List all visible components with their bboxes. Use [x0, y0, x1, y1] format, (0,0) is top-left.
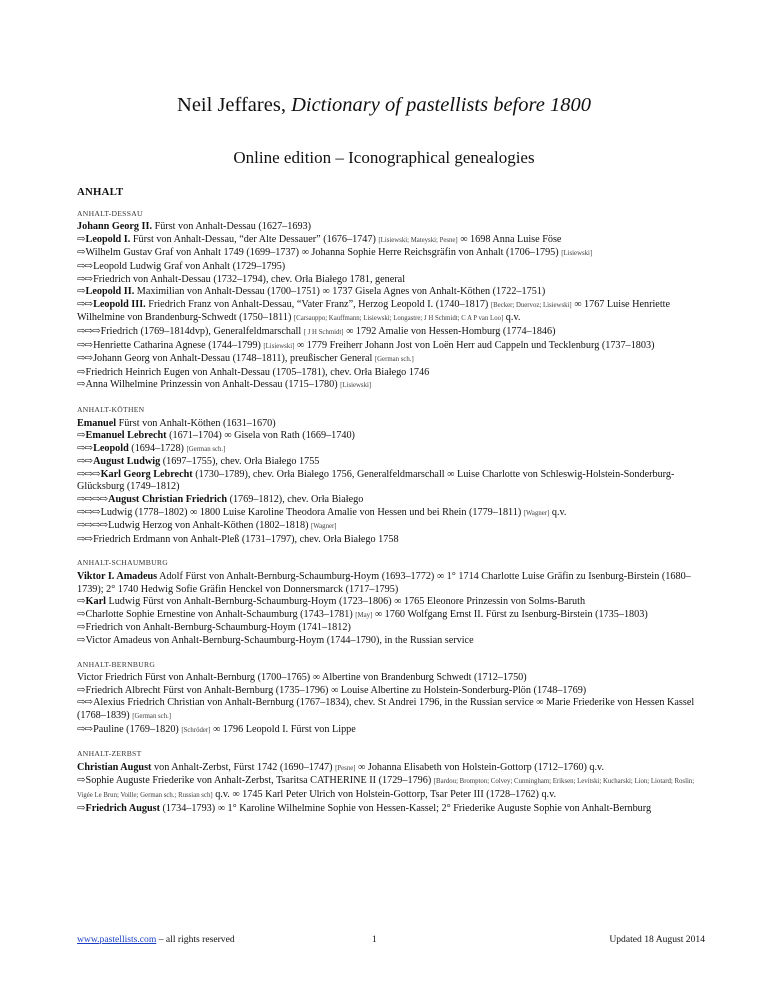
- entry-text-continued: ∞ 1698 Anna Luise Föse: [457, 233, 562, 245]
- entry-text: Johann Georg von Anhalt-Dessau (1748–1811), preußischer General: [93, 353, 375, 365]
- genealogy-entry: [77, 340, 705, 354]
- genealogy-entry: [77, 724, 705, 738]
- entry-text: Victor Amadeus von Anhalt-Bernburg-Schaumburg-Hoym (1744–1790), in the Russian service: [85, 635, 474, 646]
- title-author: Neil Jeffares,: [177, 94, 292, 116]
- pastellist-reference[interactable]: [Pesne]: [335, 764, 356, 772]
- pastellist-reference[interactable]: [May]: [355, 611, 373, 619]
- entry-text: Ludwig Herzog von Anhalt-Köthen (1802–1818): [108, 520, 312, 532]
- entry-text: Friedrich von Anhalt-Dessau (1732–1794), chev. Orła Białego 1781, general: [93, 273, 406, 285]
- descent-arrow-icon: ⇨: [77, 286, 85, 298]
- genealogy-entry: [77, 635, 705, 648]
- descent-arrow-icon: ⇨⇨: [77, 339, 93, 351]
- section-heading: ANHALT-KÖTHEN: [77, 404, 145, 414]
- descent-arrow-icon: ⇨⇨: [77, 273, 93, 285]
- descent-arrow-icon: ⇨: [77, 596, 85, 608]
- descent-arrow-icon: ⇨⇨: [77, 442, 93, 454]
- entry-text: Fürst von Anhalt-Köthen (1631–1670): [116, 417, 276, 429]
- section-heading: ANHALT-ZERBST: [77, 749, 142, 759]
- entry-text: Pauline (1769–1820): [93, 723, 182, 735]
- pastellist-reference[interactable]: [ J H Schmidt]: [303, 328, 344, 336]
- descent-arrow-icon: ⇨⇨: [77, 456, 93, 468]
- pastellist-reference[interactable]: [Lisiewski]: [340, 382, 372, 390]
- genealogy-entry: [77, 353, 705, 367]
- descent-arrow-icon: ⇨: [77, 608, 85, 620]
- section-anhalt-köthen: [77, 404, 705, 547]
- descent-arrow-icon: ⇨⇨: [77, 723, 93, 735]
- pastellist-reference[interactable]: [Carsauppo; Kauffmann; Lisiewski; Longastre; J H Schmidt; C A P van Loo]: [293, 315, 504, 323]
- genealogy-entry: [77, 443, 705, 457]
- genealogy-entry: [77, 494, 705, 507]
- title-work: Dictionary of pastellists before 1800: [291, 94, 591, 116]
- genealogy-entry: [77, 762, 705, 776]
- entry-text: (1730–1789), chev. Orła Białego 1756, Generalfeldmarschall ∞ Luise Charlotte von Schleswig-Holstein-Sonderburg-Glücksburg (1749–1812): [77, 468, 675, 493]
- pastellist-reference[interactable]: [German sch.]: [186, 445, 226, 453]
- genealogy-entry: [77, 286, 705, 299]
- genealogy-entry: [77, 609, 705, 623]
- entry-text: Anna Wilhelmine Prinzessin von Anhalt-Dessau (1715–1780): [85, 379, 341, 391]
- genealogy-entry: [77, 274, 705, 287]
- descent-arrow-icon: ⇨⇨⇨⇨: [77, 494, 108, 506]
- person-name-bold: Leopold: [93, 442, 129, 454]
- footer-rights: – all rights reserved: [156, 934, 235, 945]
- descent-arrow-icon: ⇨: [77, 379, 85, 391]
- section-heading: ANHALT-DESSAU: [77, 208, 143, 218]
- footer-copyright: [77, 934, 235, 945]
- genealogy-entry: [77, 247, 705, 261]
- entry-text: (1734–1793) ∞ 1° Karoline Wilhelmine Sophie von Hessen-Kassel; 2° Friederike Auguste Sophie von Anhalt-Bernburg: [159, 802, 652, 814]
- entry-text-continued: ∞ 1767 Luise Henriette Wilhelmine von Brandenburg-Schwedt (1750–1811): [77, 298, 671, 324]
- person-name-bold: Leopold I.: [85, 233, 131, 245]
- genealogy-entry: [77, 261, 705, 274]
- entry-text-continued: ∞ 1792 Amalie von Hessen-Homburg (1774–1846): [343, 325, 556, 337]
- genealogy-entry: [77, 326, 705, 340]
- entry-text-continued: q.v. ∞ 1745 Karl Peter Ulrich von Holstein-Gottorp, Tsar Peter III (1728–1762) q.v.: [212, 788, 557, 800]
- page-title: [0, 94, 768, 117]
- sections-container: [77, 208, 705, 816]
- descent-arrow-icon: ⇨: [77, 247, 85, 259]
- pastellist-reference[interactable]: [Bardou; Brompton; Colvey; Cunningham; Eriksen; Levitski; Kucharski; Lion; Liotard; Roslin; Vigée Le Brun; Voille; German sch.; Russian sch]: [77, 778, 695, 799]
- entry-text: Victor Friedrich Fürst von Anhalt-Bernburg (1700–1765) ∞ Albertine von Brandenburg Schwedt (1712–1750): [77, 672, 527, 684]
- genealogy-entry: [77, 469, 705, 494]
- descent-arrow-icon: ⇨⇨⇨: [77, 325, 100, 337]
- entry-text: Wilhelm Gustav Graf von Anhalt 1749 (1699–1737) ∞ Johanna Sophie Herre Reichsgräfin von Anhalt (1706–1795): [85, 247, 562, 259]
- descent-arrow-icon: ⇨⇨: [77, 260, 93, 272]
- entry-text: (1694–1728): [128, 442, 187, 454]
- pastellist-reference[interactable]: [Lisiewski]: [561, 250, 593, 258]
- person-name-bold: Viktor I. Amadeus: [77, 571, 158, 583]
- entry-text: Friedrich Erdmann von Anhalt-Pleß (1731–1797), chev. Orła Białego 1758: [93, 533, 399, 545]
- descent-arrow-icon: ⇨⇨⇨: [77, 506, 100, 518]
- entry-text: Friedrich (1769–1814dvp), Generalfeldmarschall: [100, 325, 304, 337]
- entry-text: Charlotte Sophie Ernestine von Anhalt-Schaumburg (1743–1781): [85, 608, 356, 620]
- descent-arrow-icon: ⇨: [77, 366, 85, 378]
- descent-arrow-icon: ⇨⇨: [77, 353, 93, 365]
- entry-text: (1671–1704) ∞ Gisela von Rath (1669–1740): [166, 430, 355, 442]
- entry-text: Fürst von Anhalt-Dessau (1627–1693): [152, 221, 312, 233]
- entry-text: (1769–1812), chev. Orła Białego: [227, 494, 364, 506]
- pastellist-reference[interactable]: [Becker; Duervoz; Lisiewski]: [490, 301, 572, 309]
- descent-arrow-icon: ⇨: [77, 802, 85, 814]
- main-heading: ANHALT: [77, 186, 124, 198]
- entry-text-continued: ∞ 1760 Wolfgang Ernst II. Fürst zu Isenburg-Birstein (1735–1803): [372, 608, 648, 620]
- section-heading: ANHALT-BERNBURG: [77, 659, 156, 669]
- footer-site-link[interactable]: www.pastellists.com: [77, 934, 157, 945]
- entry-text: Friedrich von Anhalt-Bernburg-Schaumburg-Hoym (1741–1812): [85, 622, 351, 634]
- genealogy-entry: [77, 379, 705, 393]
- section-anhalt-schaumburg: [77, 557, 705, 647]
- footer-page-number: 1: [372, 934, 377, 945]
- descent-arrow-icon: ⇨: [77, 775, 85, 787]
- genealogy-entry: [77, 367, 705, 380]
- pastellist-reference[interactable]: [German sch.]: [374, 356, 414, 364]
- genealogy-entry: [77, 596, 705, 609]
- section-anhalt-bernburg: [77, 659, 705, 738]
- entry-text: Maximilian von Anhalt-Dessau (1700–1751) ∞ 1737 Gisela Agnes von Anhalt-Köthen (1722–1751): [134, 286, 546, 298]
- entry-text-continued: ∞ 1796 Leopold I. Fürst von Lippe: [210, 723, 356, 735]
- genealogy-content: [77, 186, 705, 826]
- person-name-bold: Johann Georg II.: [77, 221, 153, 233]
- genealogy-entry: [77, 456, 705, 469]
- entry-text: Friedrich Franz von Anhalt-Dessau, “Vater Franz”, Herzog Leopold I. (1740–1817): [145, 298, 491, 310]
- section-anhalt-dessau: [77, 208, 705, 393]
- genealogy-entry: [77, 685, 705, 698]
- entry-text: Friedrich Albrecht Fürst von Anhalt-Bernburg (1735–1796) ∞ Louise Albertine zu Holstein-Sonderburg-Plön (1748–1769): [85, 684, 587, 696]
- entry-text: Henriette Catharina Agnese (1744–1799): [93, 339, 264, 351]
- genealogy-entry: [77, 697, 705, 723]
- entry-text-continued: ∞ Johanna Elisabeth von Holstein-Gottorp (1712–1760) q.v.: [355, 761, 605, 773]
- pastellist-reference[interactable]: [German sch.]: [132, 712, 172, 720]
- genealogy-entry: [77, 418, 705, 431]
- descent-arrow-icon: ⇨⇨: [77, 298, 93, 310]
- person-name-bold: Karl Georg Lebrecht: [100, 468, 193, 480]
- section-heading: ANHALT-SCHAUMBURG: [77, 558, 169, 568]
- entry-text: Adolf Fürst von Anhalt-Bernburg-Schaumburg-Hoym (1693–1772) ∞ 1° 1714 Charlotte Luise Gräfin zu Isenburg-Birstein (1680–1739); 2° 1740 Hedwig Sofie Gräfin Henckel von Donnersmarck (1717–1795): [77, 571, 691, 595]
- entry-text-continued: ∞ 1779 Freiherr Johann Jost von Loën Herr aud Cappeln und Tecklenburg (1737–1803): [294, 339, 655, 351]
- person-name-bold: Emanuel: [77, 417, 117, 429]
- descent-arrow-icon: ⇨⇨⇨: [77, 468, 100, 480]
- person-name-bold: Christian August: [77, 761, 152, 773]
- entry-text: Friedrich Heinrich Eugen von Anhalt-Dessau (1705–1781), chev. Orła Białego 1746: [85, 366, 430, 378]
- descent-arrow-icon: ⇨: [77, 684, 85, 696]
- genealogy-entry: [77, 571, 705, 596]
- descent-arrow-icon: ⇨⇨⇨⇨: [77, 520, 108, 532]
- genealogy-entry: [77, 221, 705, 234]
- person-name-bold: Leopold II.: [85, 286, 135, 298]
- entry-text: von Anhalt-Zerbst, Fürst 1742 (1690–1747): [151, 761, 336, 773]
- entry-text: Alexius Friedrich Christian von Anhalt-Bernburg (1767–1834), chev. St Andrei 1796, in the Russian service ∞ Marie Friederike von Hessen Kassel (1768–1839): [77, 697, 695, 721]
- genealogy-entry: [77, 672, 705, 685]
- entry-text: Fürst von Anhalt-Dessau, “der Alte Dessauer” (1676–1747): [130, 233, 379, 245]
- genealogy-entry: [77, 234, 705, 248]
- descent-arrow-icon: ⇨⇨: [77, 697, 93, 709]
- genealogy-entry: [77, 430, 705, 443]
- person-name-bold: Emanuel Lebrecht: [85, 430, 167, 442]
- entry-text: Ludwig Fürst von Anhalt-Bernburg-Schaumburg-Hoym (1723–1806) ∞ 1765 Eleonore Prinzessin von Solms-Baruth: [105, 596, 586, 608]
- pastellist-reference[interactable]: [Schröder]: [181, 726, 211, 734]
- descent-arrow-icon: ⇨: [77, 233, 85, 245]
- descent-arrow-icon: ⇨⇨: [77, 533, 93, 545]
- footer-updated: Updated 18 August 2014: [609, 934, 705, 945]
- descent-arrow-icon: ⇨: [77, 622, 85, 634]
- person-name-bold: Karl: [85, 596, 106, 608]
- pastellist-reference[interactable]: [Lisiewski]: [263, 342, 295, 350]
- entry-text-continued: q.v.: [503, 312, 521, 324]
- page-subtitle: Online edition – Iconographical genealogies: [233, 148, 535, 167]
- genealogy-entry: [77, 534, 705, 547]
- genealogy-entry: [77, 299, 705, 326]
- person-name-bold: August Ludwig: [93, 456, 161, 468]
- entry-text: (1697–1755), chev. Orła Białego 1755: [160, 456, 320, 468]
- genealogy-entry: [77, 775, 705, 802]
- person-name-bold: Leopold III.: [93, 298, 146, 310]
- entry-text-continued: q.v.: [549, 506, 567, 518]
- entry-text: Ludwig (1778–1802) ∞ 1800 Luise Karoline Theodora Amalie von Hessen und bei Rhein (1779–1811): [100, 506, 524, 518]
- person-name-bold: Friedrich August: [85, 802, 160, 814]
- genealogy-entry: [77, 507, 705, 521]
- person-name-bold: August Christian Friedrich: [108, 494, 228, 506]
- genealogy-entry: [77, 803, 705, 816]
- pastellist-reference[interactable]: [Lisiewski; Mateyski; Pesne]: [378, 236, 458, 244]
- pastellist-reference[interactable]: [Wagner]: [523, 509, 550, 517]
- entry-text: Leopold Ludwig Graf von Anhalt (1729–1795): [93, 260, 286, 272]
- section-anhalt-zerbst: [77, 748, 705, 815]
- genealogy-entry: [77, 520, 705, 534]
- entry-text: Sophie Auguste Friederike von Anhalt-Zerbst, Tsaritsa CATHERINE II (1729–1796): [85, 775, 434, 787]
- pastellist-reference[interactable]: [Wagner]: [311, 523, 337, 531]
- descent-arrow-icon: ⇨: [77, 430, 85, 442]
- descent-arrow-icon: ⇨: [77, 635, 85, 646]
- genealogy-entry: [77, 622, 705, 635]
